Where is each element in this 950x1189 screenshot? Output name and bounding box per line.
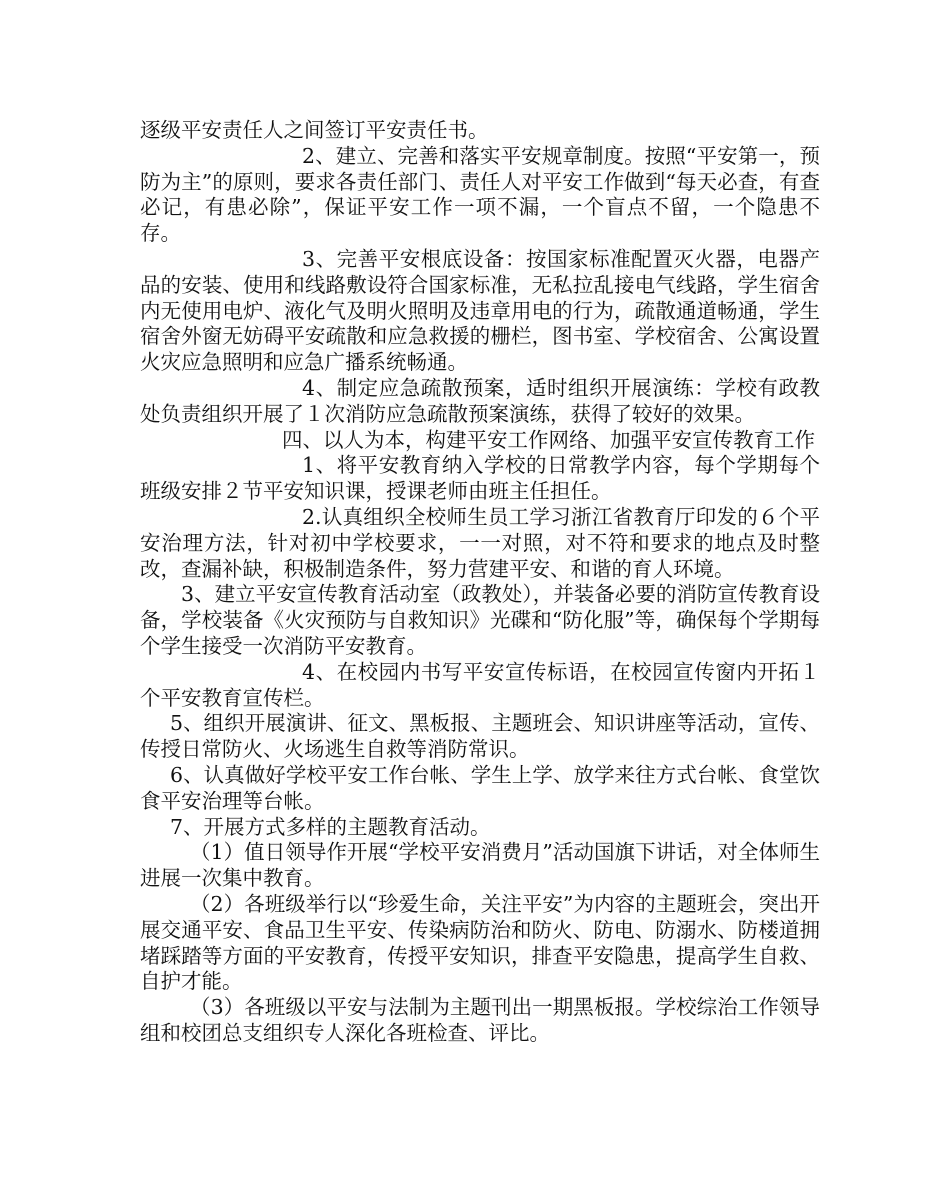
document-body: [140, 118, 820, 1047]
section-heading-four: 四、以人为本，构建平安工作网络、加强平安宣传教育工作: [282, 427, 815, 452]
paragraph-ledgers: 6、认真做好学校平安工作台帐、学生上学、放学来往方式台帐、食堂饮食平安治理等台帐。: [140, 762, 820, 813]
paragraph-class-meetings: （2）各班级举行以“珍爱生命，关注平安”为内容的主题班会，突出开展交通平安、食品卫生平安、传染病防治和防火、防电、防溺水、防楼道拥堵踩踏等方面的平安教育，传授平安知识，排查平安隐患，提高学生自救、自护才能。: [140, 891, 820, 994]
paragraph-activities: 5、组织开展演讲、征文、黑板报、主题班会、知识讲座等活动，宣传、传授日常防火、火场逃生自救等消防常识。: [140, 711, 820, 762]
paragraph-signing-responsibility: 逐级平安责任人之间签订平安责任书。: [140, 118, 489, 142]
paragraph-rules-system: 2、建立、完善和落实平安规章制度。按照“平安第一，预防为主”的原则，要求各责任部门、责任人对平安工作做到“每天必查，有查必记，有患必除”，保证平安工作一项不漏，一个盲点不留，一个隐患不存。: [140, 143, 820, 246]
paragraph-study-methods: 2.认真组织全校师生员工学习浙江省教育厅印发的６个平安治理方法，针对初中学校要求，一一对照，对不符和要求的地点及时整改，查漏补缺，积极制造条件，努力营建平安、和谐的育人环境。: [140, 504, 820, 581]
paragraph-slogans: 4、在校园内书写平安宣传标语，在校园宣传窗内开拓１个平安教育宣传栏。: [140, 659, 820, 710]
paragraph-blackboard: （3）各班级以平安与法制为主题刊出一期黑板报。学校综治工作领导组和校团总支组织专人深化各班检查、评比。: [140, 995, 820, 1045]
paragraph-theme-activities: 7、开展方式多样的主题教育活动。: [170, 814, 491, 839]
paragraph-safety-curriculum: 1、将平安教育纳入学校的日常教学内容，每个学期每个班级安排２节平安知识课，授课老师由班主任担任。: [140, 453, 820, 504]
paragraph-evacuation-plan: 4、制定应急疏散预案，适时组织开展演练：学校有政教处负责组织开展了１次消防应急疏散预案演练，获得了较好的效果。: [140, 375, 820, 426]
paragraph-basic-equipment: 3、完善平安根底设备：按国家标准配置灭火器，电器产品的安装、使用和线路敷设符合国家标准，无私拉乱接电气线路，学生宿舍内无使用电炉、液化气及明火照明及违章用电的行为，疏散通道畅通，学生宿舍外窗无妨碍平安疏散和应急救援的栅栏，图书室、学校宿舍、公寓设置火灾应急照明和应急广播系统畅通。: [140, 246, 820, 375]
paragraph-flag-speech: （1）值日领导作开展“学校平安消费月”活动国旗下讲话，对全体师生进展一次集中教育。: [140, 840, 820, 891]
paragraph-education-room: 3、建立平安宣传教育活动室（政教处），并装备必要的消防宣传教育设备，学校装备《火灾预防与自救知识》光碟和“防化服”等，确保每个学期每个学生接受一次消防平安教育。: [140, 582, 820, 658]
